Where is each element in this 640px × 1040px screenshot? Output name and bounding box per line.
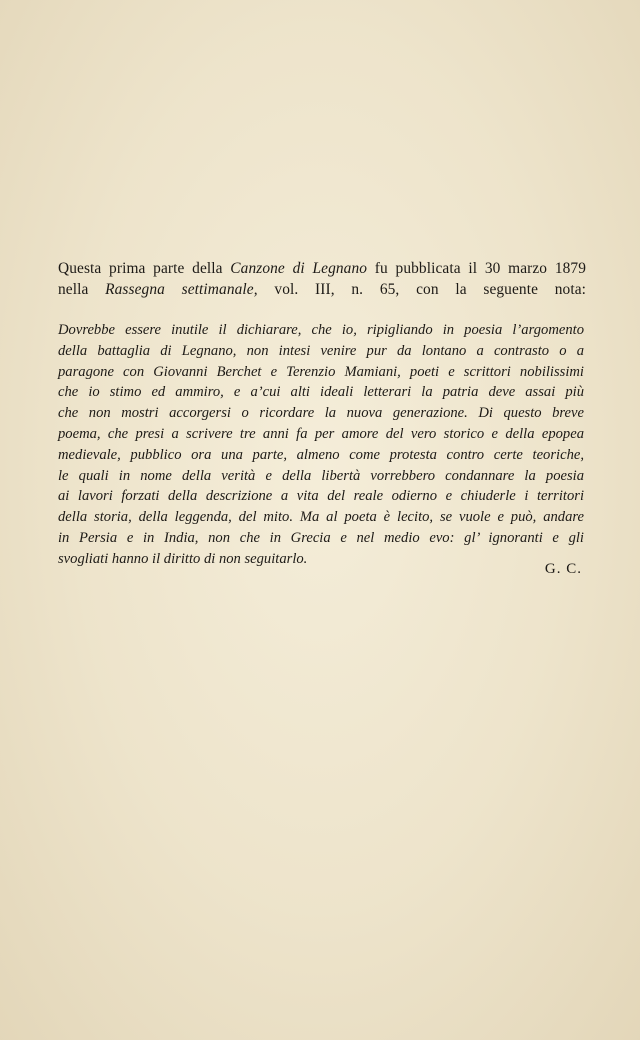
intro-paragraph — [58, 258, 586, 300]
note-line: della battaglia di Legnano, non intesi venire pur da lontano a contrasto o a — [58, 342, 584, 359]
intro-text: fu pubblicata il 30 marzo 1879 — [367, 260, 586, 277]
note-line: della storia, della leggenda, del mito. Ma al poeta è lecito, se vuole e può, andare — [58, 509, 584, 526]
note-line: in Persia e in India, non che in Grecia e nel medio evo: gl’ ignoranti e gli — [58, 529, 584, 546]
intro-text: Questa prima parte della — [58, 260, 231, 277]
intro-text: vol. III, n. 65, con la seguente nota: — [257, 281, 587, 298]
note-line: poema, che presi a scrivere tre anni fa per amore del vero storico e della epopea — [58, 425, 584, 442]
journal-title: Rassegna settimanale, — [105, 281, 258, 298]
note-line: ai lavori forzati della descrizione a vita del reale odierno e chiuderle i territori — [58, 488, 584, 505]
note-line: paragone con Giovanni Berchet e Terenzio Mamiani, poeti e scrittori nobilissimi — [58, 363, 584, 380]
intro-text: nella — [58, 281, 106, 298]
note-line: che non mostri accorgersi o ricordare la nuova generazione. Di questo breve — [58, 405, 584, 422]
note-line: Dovrebbe essere inutile il dichiarare, che io, ripigliando in poesia l’argomento — [58, 322, 584, 338]
intro-line-1 — [58, 258, 586, 279]
intro-line-2 — [58, 279, 586, 300]
note-line: le quali in nome della verità e della libertà vorrebbero condannare la poesia — [58, 467, 584, 484]
note-line: che io stimo ed ammiro, e a’cui alti ideali letterari la patria deve assai più — [58, 384, 584, 401]
note-line: medievale, pubblico ora una parte, almeno come protesta contro certe teoriche, — [58, 446, 584, 463]
signature-initials: G. C. — [544, 561, 582, 577]
quoted-note — [58, 320, 584, 570]
note-line: svogliati hanno il diritto di non seguitarlo. — [58, 550, 308, 567]
work-title: Canzone di Legnano — [230, 260, 368, 277]
